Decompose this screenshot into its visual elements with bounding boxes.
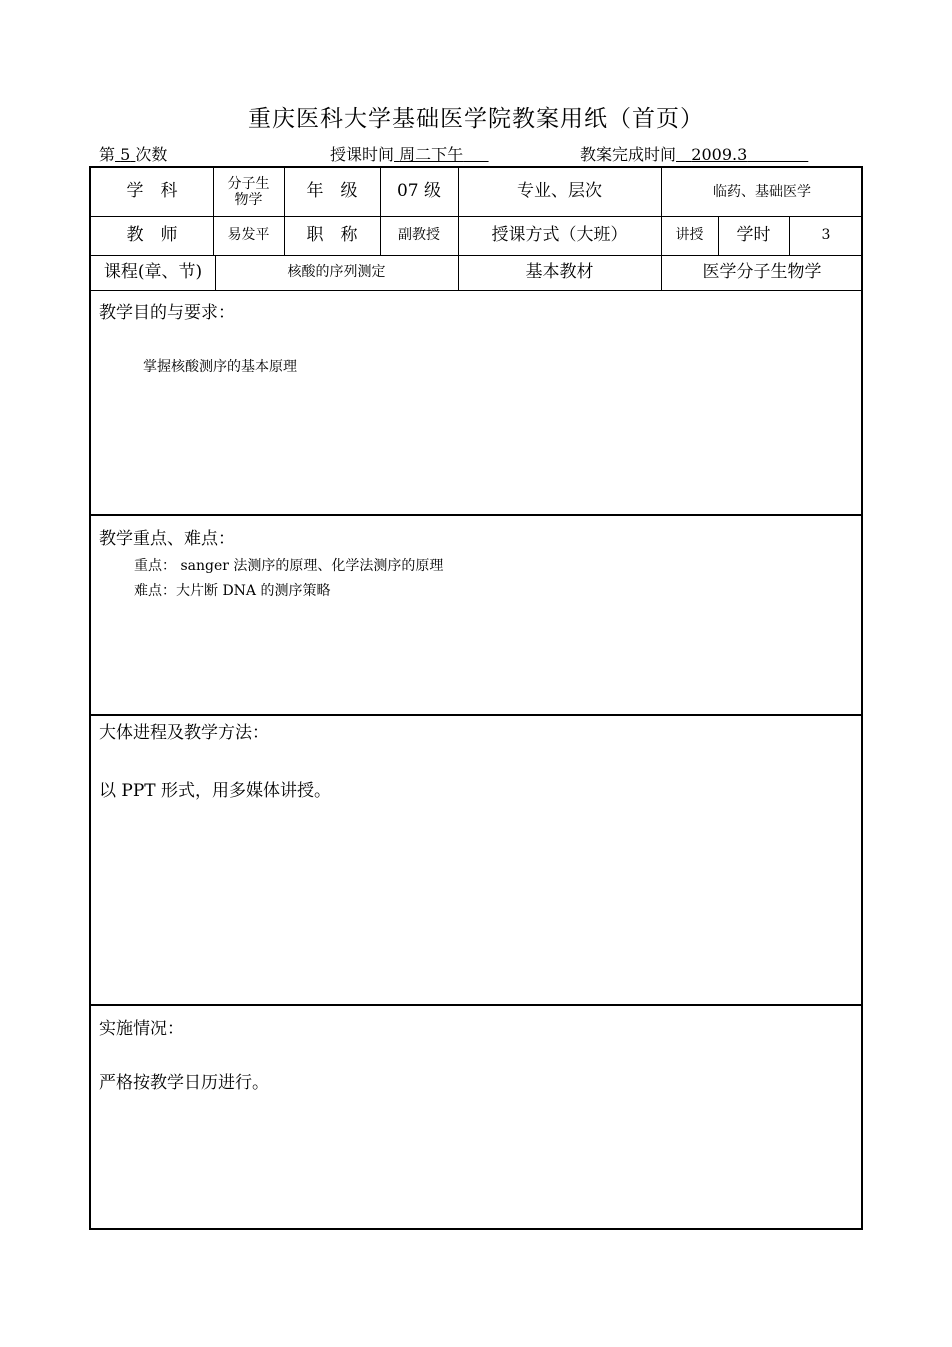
session-number xyxy=(99,142,167,165)
completion-label: 教案完成时间 xyxy=(580,145,677,164)
course-label: 课程(章、节) xyxy=(103,261,203,282)
textbook-value: 医学分子生物学 xyxy=(702,261,822,282)
textbook-label: 基本教材 xyxy=(525,261,594,282)
keypoints-key: 重点： sanger 法测序的原理、化学法测序的原理 xyxy=(134,558,444,574)
section-divider xyxy=(91,714,861,716)
method-text: 以 PPT 形式，用多媒体讲授。 xyxy=(99,781,332,801)
session-no: 5 xyxy=(120,145,131,164)
course-value: 核酸的序列测定 xyxy=(287,264,386,281)
method-title: 大体进程及教学方法： xyxy=(99,723,269,743)
implementation-text: 严格按教学日历进行。 xyxy=(99,1073,269,1093)
grade-label: 年 级 xyxy=(306,181,358,202)
completion-time xyxy=(580,142,808,165)
objectives-title: 教学目的与要求： xyxy=(99,303,235,323)
objectives-text: 掌握核酸测序的基本原理 xyxy=(143,359,297,375)
implementation-title: 实施情况： xyxy=(99,1019,184,1039)
teacher-label: 教 师 xyxy=(126,224,178,245)
grade-value: 07 级 xyxy=(396,181,442,202)
method-value: 讲授 xyxy=(675,227,704,244)
major-value: 临药、基础医学 xyxy=(713,183,811,200)
method-label: 授课方式（大班） xyxy=(491,224,628,245)
hours-label: 学时 xyxy=(736,224,771,245)
lecture-time-label: 授课时间 xyxy=(330,145,395,164)
teacher-value: 易发平 xyxy=(227,227,270,244)
keypoints-title: 教学重点、难点： xyxy=(99,529,235,549)
page-title: 重庆医科大学基础医学院教案用纸（首页） xyxy=(248,106,704,132)
lecture-time-value: 周二下午 xyxy=(399,145,464,164)
section-divider xyxy=(91,514,861,516)
major-label: 专业、层次 xyxy=(517,181,602,202)
section-divider xyxy=(91,1004,861,1006)
subject-label: 学 科 xyxy=(126,181,178,202)
lesson-plan-table xyxy=(89,166,863,1230)
keypoints-difficult: 难点：大片断 DNA 的测序策略 xyxy=(134,583,331,599)
title-label: 职 称 xyxy=(306,224,358,245)
row-divider xyxy=(91,290,861,291)
session-prefix: 第 xyxy=(99,145,116,164)
hours-value: 3 xyxy=(821,227,831,244)
lecture-time xyxy=(330,142,489,165)
session-suffix: 次数 xyxy=(135,145,168,164)
title-value: 副教授 xyxy=(398,227,440,244)
subject-value: 分子生物学 xyxy=(227,175,270,208)
completion-value: 2009.3 xyxy=(691,145,748,164)
